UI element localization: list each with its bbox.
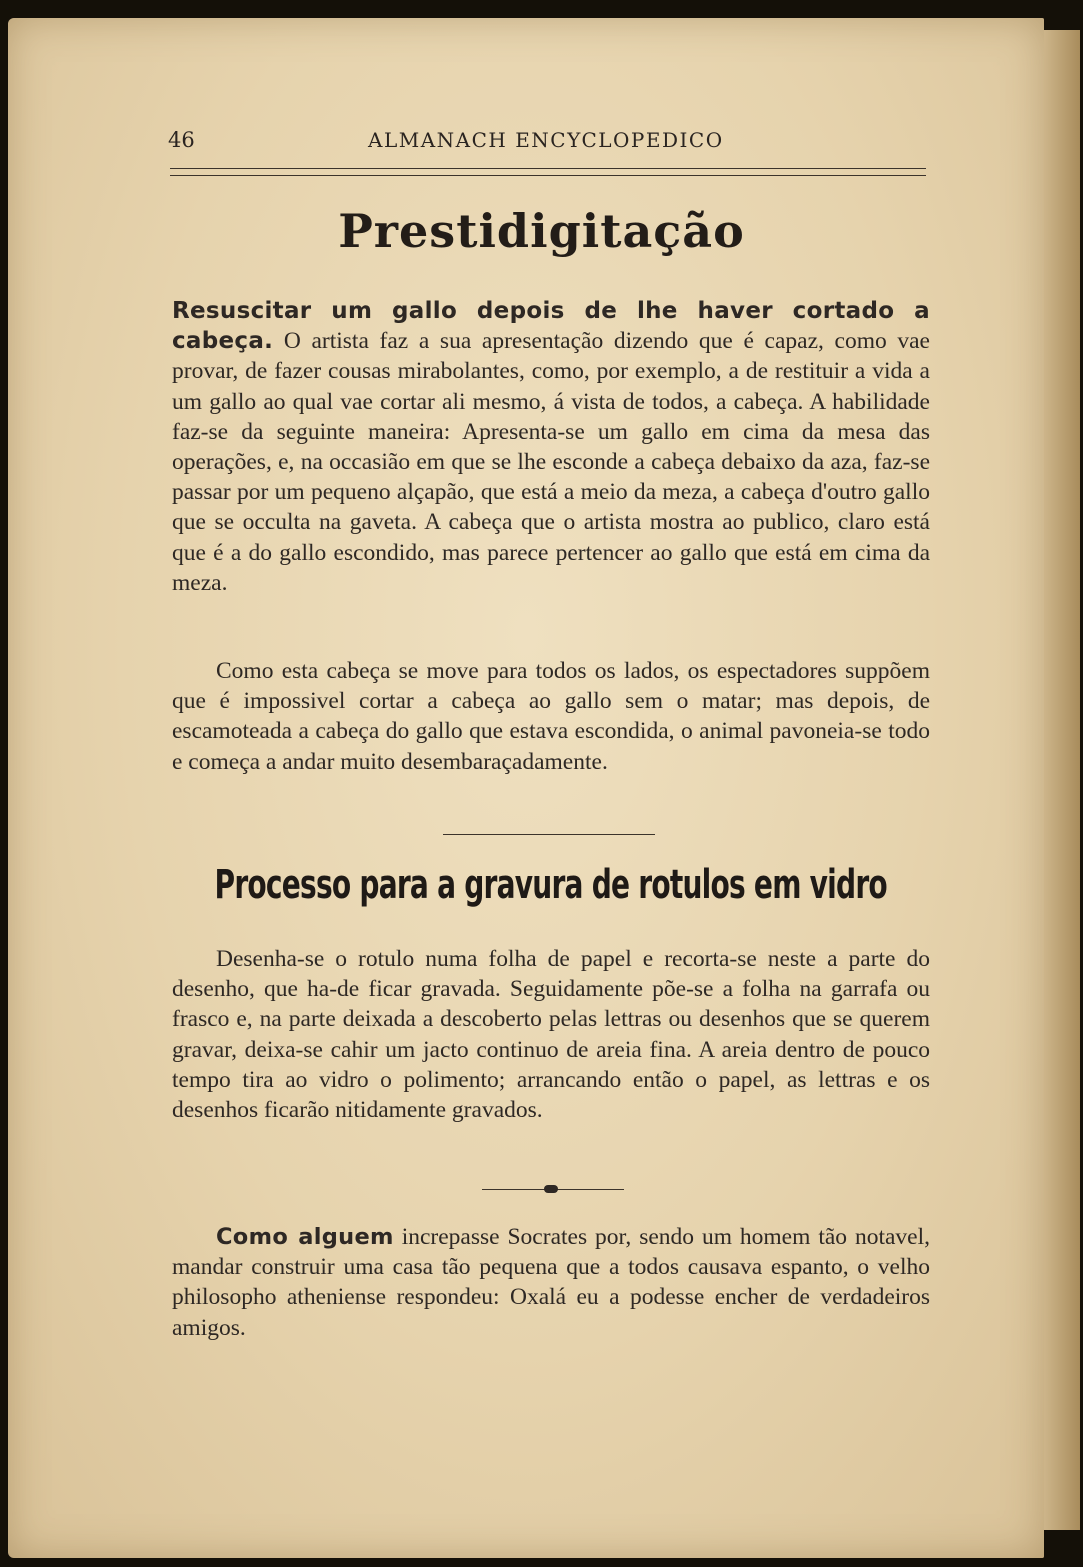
anecdote-paragraph bbox=[172, 1222, 930, 1343]
article1-paragraph-2: Como esta cabeça se move para todos os lados, os espectadores suppõem que é impossivel cortar a cabeça ao gallo sem o matar; mas depois, de escamoteada a cabeça do gallo que estava escondida, o animal pavoneia-se todo e começa a andar muito desembaraçadamente. bbox=[172, 658, 930, 775]
article-title-prestidigitacao: Prestidigitação bbox=[338, 204, 745, 258]
anecdote-lead: Como alguem bbox=[216, 1224, 394, 1250]
ornament-dot bbox=[544, 1185, 558, 1193]
article1-paragraph-1 bbox=[172, 296, 930, 598]
article-title-gravura: Processo para a gravura de rotulos em vidro bbox=[214, 862, 887, 908]
page-number: 46 bbox=[168, 128, 195, 152]
anecdote-text: increpasse Socrates por, sendo um homem tão notavel, mandar construir uma casa tão pequena que a todos causava espanto, o velho philosopho atheniense respondeu: Oxalá eu a podesse encher de verdadeiros amigos. bbox=[172, 1224, 930, 1341]
section-divider-rule bbox=[443, 834, 655, 835]
article1-lead-heading: Resuscitar um gallo depois de lhe haver cortado a cabeça. bbox=[172, 298, 930, 355]
article1-paragraph-1-text: O artista faz a sua apresentação dizendo que é capaz, como vae provar, de fazer cousas mirabolantes, como, por exemplo, a de restituir a vida a um gallo ao qual vae cortar ali mesmo, á vista de todos, a cabeça. A habilidade faz-se da seguinte maneira: Apresenta-se um gallo em cima da mesa das operações, e, na occasião em que se lhe esconde a cabeça debaixo da aza, faz-se passar por um pequeno alçapão, que está a meio da meza, a cabeça d'outro gallo que se occulta na gaveta. A cabeça que o artista mostra ao publico, claro está que é a do gallo escondido, mas parece pertencer ao gallo que está em cima da meza. bbox=[172, 328, 930, 596]
running-head: ALMANACH ENCYCLOPEDICO bbox=[368, 128, 724, 152]
article2-paragraph: Desenha-se o rotulo numa folha de papel e recorta-se neste a parte do desenho, que ha-de ficar gravada. Seguidamente põe-se a folha na garrafa ou frasco e, na parte deixada a descoberto pelas lettras ou desenhos que se querem gravar, deixa-se cahir um jacto continuo de areia fina. A areia dentro de pouco tempo tira ao vidro o polimento; arrancando então o papel, as lettras e os desenhos ficarão nitidamente gravados. bbox=[172, 946, 930, 1124]
page-header bbox=[168, 128, 928, 158]
header-double-rule bbox=[170, 168, 926, 176]
